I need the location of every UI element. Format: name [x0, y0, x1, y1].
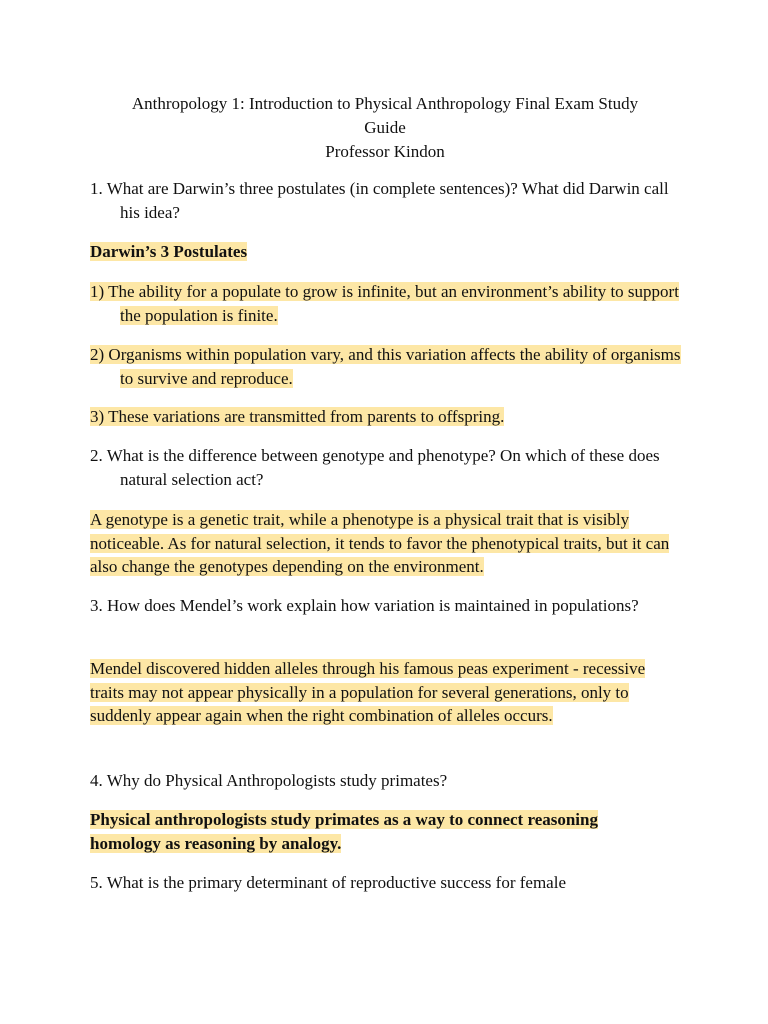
answer-2 [90, 508, 690, 579]
question-1 [90, 177, 680, 224]
question-4-text: 4. Why do Physical Anthropologists study primates? [90, 771, 448, 790]
question-3-text: 3. How does Mendel’s work explain how variation is maintained in populations? [90, 596, 639, 615]
document-title-line-1: Anthropology 1: Introduction to Physical Anthropology Final Exam Study [131, 94, 639, 113]
answer-4 [90, 808, 630, 855]
document-title-line-2: Guide [364, 118, 406, 137]
question-1-text: 1. What are Darwin’s three postulates (in complete sentences)? What did Darwin call his idea? [90, 179, 669, 222]
answer-3-text: Mendel discovered hidden alleles through his famous peas experiment - recessive traits may not appear physically in a population for several generations, only to suddenly appear again when the right combination of alleles occurs. [90, 659, 646, 725]
postulate-1 [90, 280, 695, 327]
postulate-2-text: 2) Organisms within population vary, and this variation affects the ability of organisms to survive and reproduce. [90, 345, 681, 388]
question-5-text: 5. What is the primary determinant of reproductive success for female [90, 873, 566, 892]
professor-name: Professor Kindon [325, 142, 445, 161]
postulate-3 [90, 405, 690, 429]
answer-2-text: A genotype is a genetic trait, while a phenotype is a physical trait that is visibly noticeable. As for natural selection, it tends to favor the phenotypical traits, but it can also change the genotypes depending on the environment. [90, 510, 670, 576]
answer-3 [90, 657, 650, 728]
question-5 [90, 871, 690, 895]
question-2 [90, 444, 675, 491]
question-3 [90, 594, 640, 618]
document-header [90, 92, 680, 164]
postulate-1-text: 1) The ability for a populate to grow is infinite, but an environment’s ability to support the population is finite. [90, 282, 679, 325]
question-2-text: 2. What is the difference between genotype and phenotype? On which of these does natural selection act? [90, 446, 660, 489]
postulate-2 [90, 343, 695, 390]
postulates-heading [90, 240, 690, 264]
postulates-heading-text: Darwin’s 3 Postulates [90, 242, 248, 261]
postulate-3-text: 3) These variations are transmitted from parents to offspring. [90, 407, 505, 426]
answer-4-text: Physical anthropologists study primates as a way to connect reasoning homology as reasoning by analogy. [90, 810, 598, 853]
question-4 [90, 769, 690, 793]
